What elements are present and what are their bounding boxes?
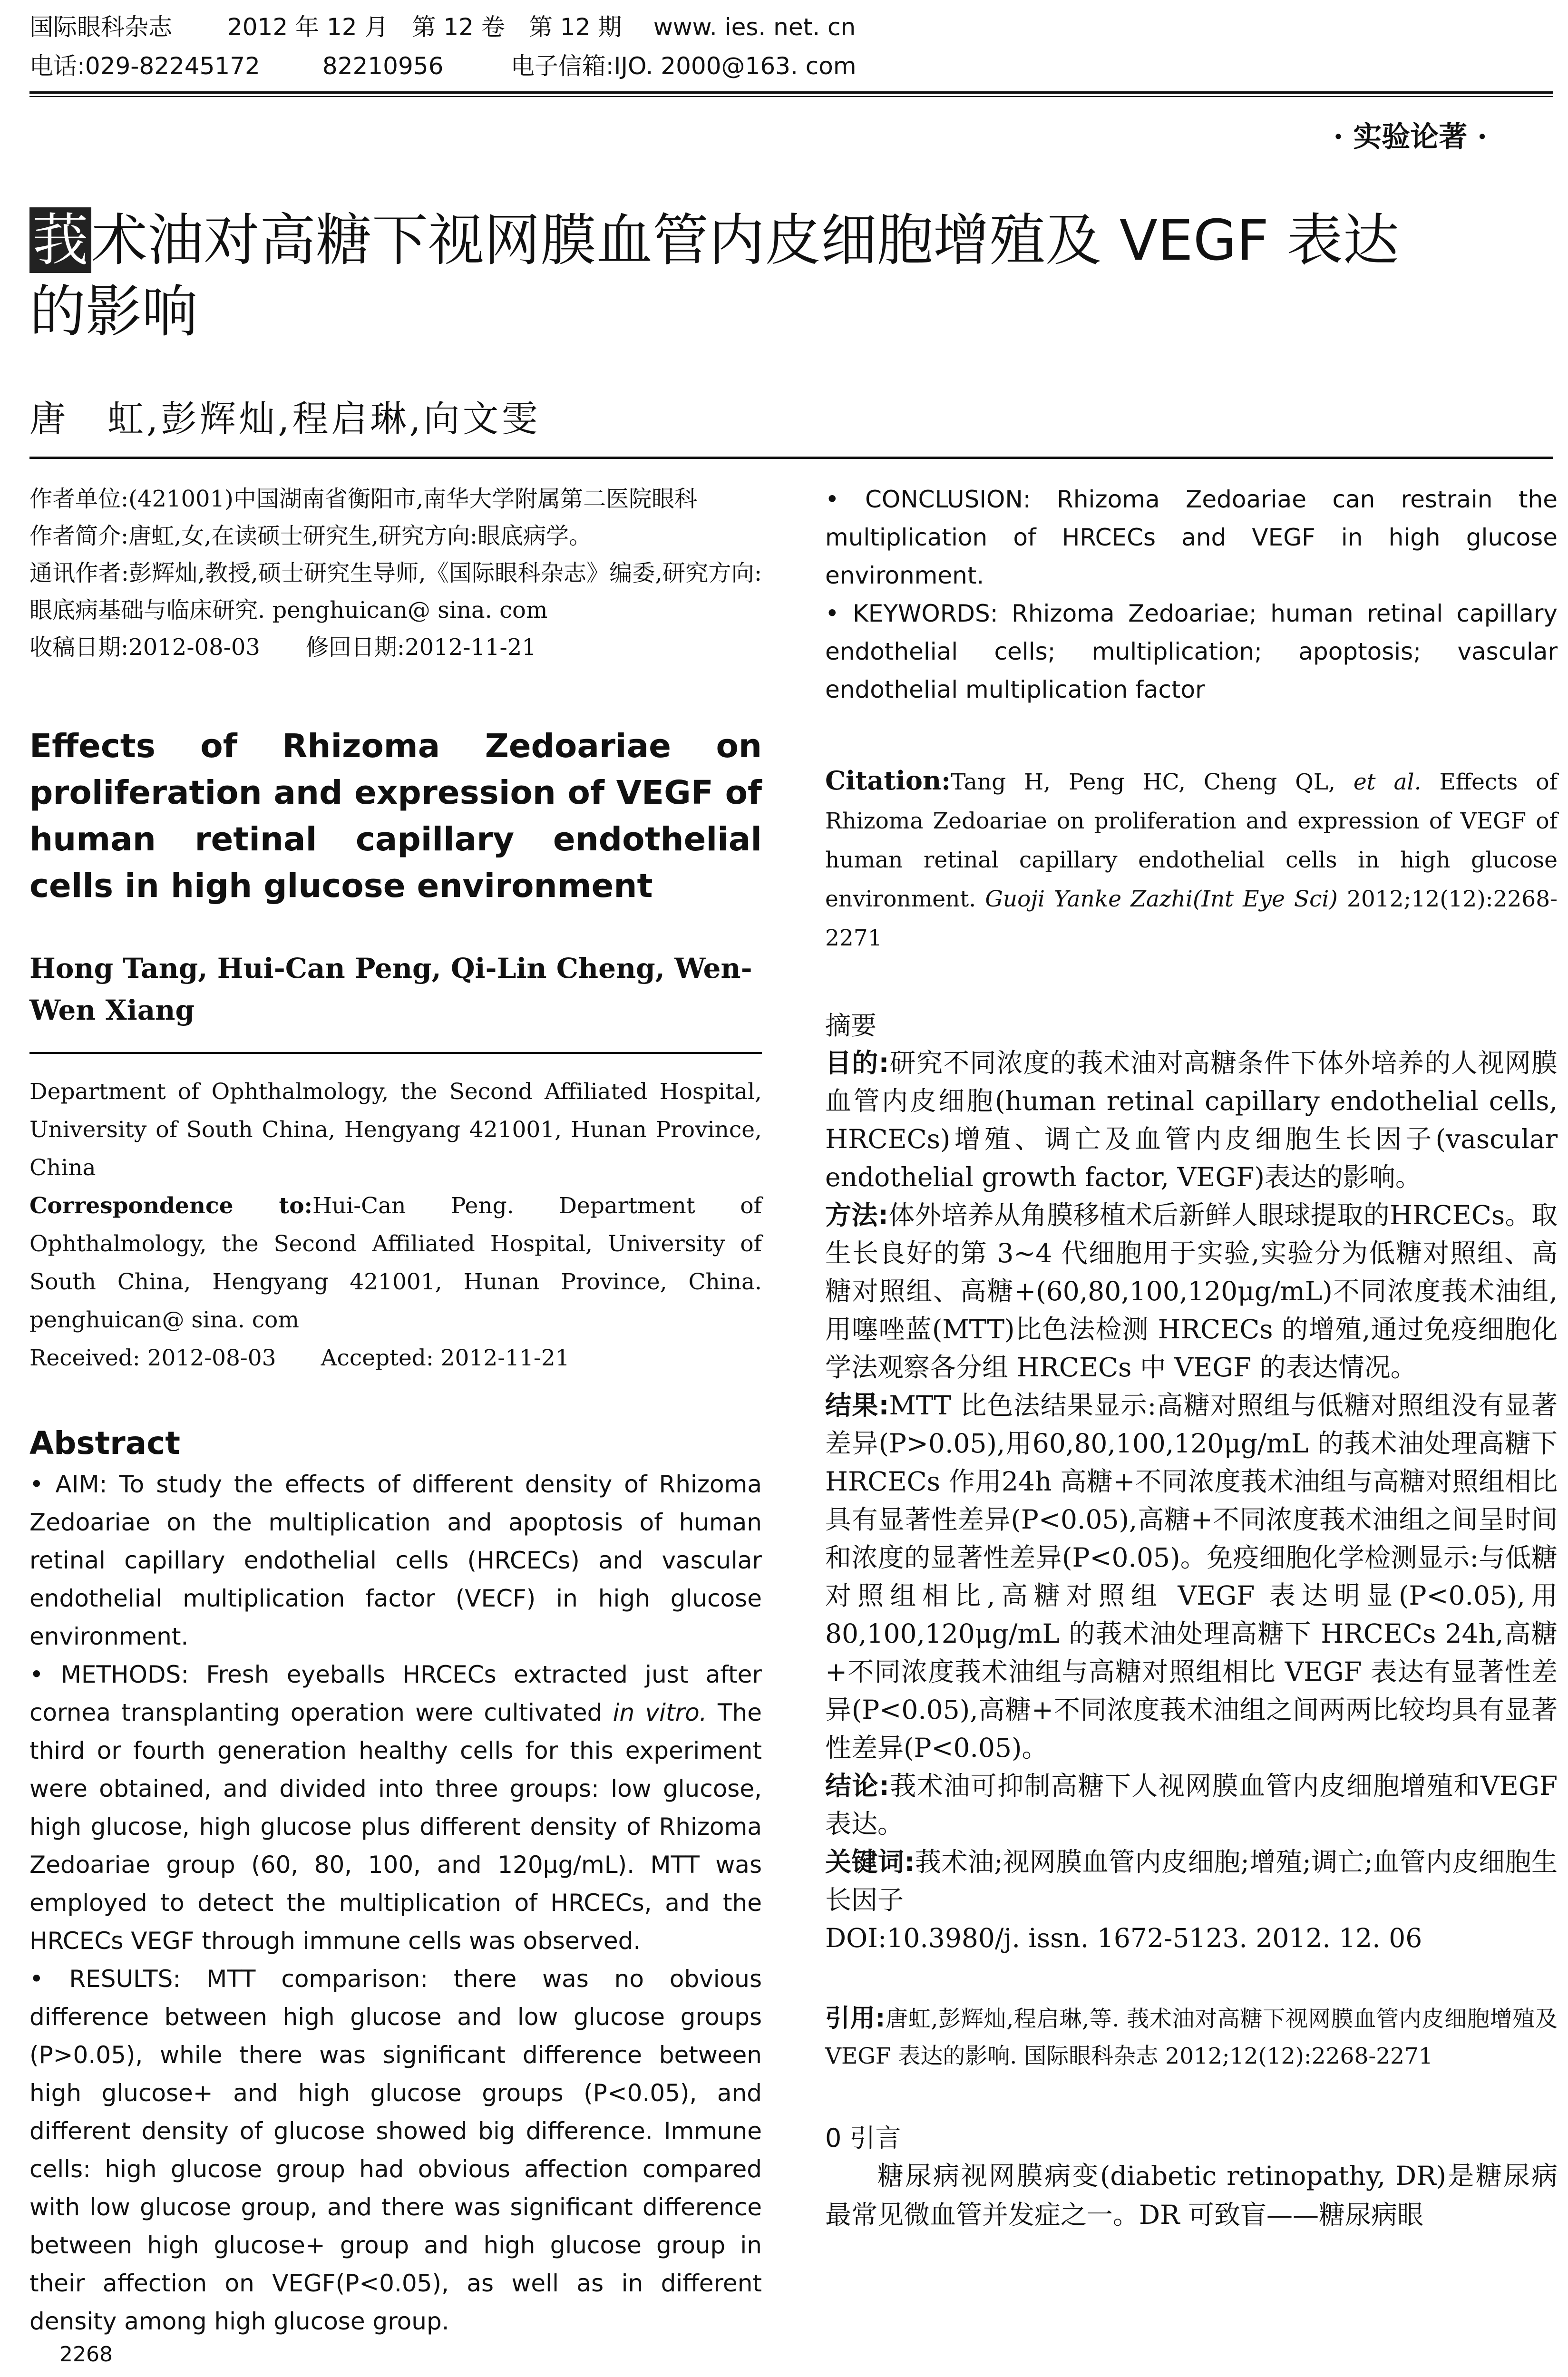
citation-etal: et al. xyxy=(1353,769,1422,795)
results-cn-text: MTT 比色法结果显示:高糖对照组与低糖对照组没有显著差异(P>0.05),用60,80,100,120μg/mL 的莪术油处理高糖下 HRCECs 作用24h 高糖+不同浓度莪术油组与高糖对照组相比具有显著性差异(P<0.05),高糖+不同浓度莪术油组之间呈时间和浓度的显著性差异(P<0.05)。免疫细胞化学检测显示:与低糖对照组相比,高糖对照组 VEGF 表达明显(P<0.05),用 80,100,120μg/mL 的莪术油处理高糖下 HRCECs 24h,高糖+不同浓度莪术油组与高糖对照组相比 VEGF 表达有显著性差异(P<0.05),高糖+不同浓度莪术油组之间两两比较均具有显著性差异(P<0.05)。 xyxy=(825,1390,1558,1763)
citation-cn-label: 引用: xyxy=(825,2004,886,2033)
methods-italic: in vitro. xyxy=(613,1699,707,1726)
abstract-en-continued xyxy=(825,480,1558,709)
title-rule xyxy=(29,457,1553,459)
journal-website[interactable]: www. ies. net. cn xyxy=(653,13,856,41)
page-number: 2268 xyxy=(59,2342,113,2367)
objective-text: 研究不同浓度的莪术油对高糖条件下体外培养的人视网膜血管内皮细胞(human retinal capillary endothelial cells, HRCECs)增殖、调亡及血管内皮细胞生长因子(vascular endothelial growth factor, VEGF)表达的影响。 xyxy=(825,1048,1558,1192)
citation-journal: Guoji Yanke Zazhi(Int Eye Sci) xyxy=(985,886,1338,912)
doi[interactable]: DOI:10.3980/j. issn. 1672-5123. 2012. 12. 06 xyxy=(825,1923,1422,1953)
author-profile-cn: 作者简介:唐虹,女,在读硕士研究生,研究方向:眼底病学。 xyxy=(29,523,592,549)
journal-header-line1 xyxy=(29,10,856,44)
author-affiliation-cn: 作者单位:(421001)中国湖南省衡阳市,南华大学附属第二医院眼科 xyxy=(29,486,698,512)
objective-label: 目的: xyxy=(825,1048,889,1078)
abstract-aim xyxy=(29,1465,762,1656)
journal-header-line2 xyxy=(29,49,857,83)
methods-cn-label: 方法: xyxy=(825,1200,888,1230)
title-first-char: 莪 xyxy=(29,207,91,273)
conclusion-label: • CONCLUSION: xyxy=(825,486,1031,513)
correspondence-text: Hui-Can Peng. Department of Ophthalmology, the Second Affiliated Hospital, University of South China, Hengyang 421001, Hunan Province, China. penghuican@ sina. com xyxy=(29,1193,762,1333)
abstract-cn-methods xyxy=(825,1196,1558,1386)
journal-name: 国际眼科杂志 xyxy=(29,13,172,41)
english-authors: Hong Tang, Hui-Can Peng, Qi-Lin Cheng, Wen-Wen Xiang xyxy=(29,952,752,1026)
aim-label: • AIM: xyxy=(29,1471,107,1498)
affiliation-block xyxy=(29,1073,762,1377)
affiliation-en: Department of Ophthalmology, the Second Affiliated Hospital, University of South China, Hengyang 421001, Hunan Province, China xyxy=(29,1079,762,1181)
abstract-results xyxy=(29,1960,762,2340)
citation-cn xyxy=(825,2000,1558,2075)
methods-text-a: Fresh eyeballs HRCECs extracted just after cornea transplanting operation were cultivated xyxy=(29,1661,762,1726)
abstract-cn-keywords xyxy=(825,1843,1558,1919)
keywords-text: Rhizoma Zedoariae; human retinal capillary endothelial cells; multiplication; apoptosis; vascular endothelial multiplication factor xyxy=(825,600,1558,703)
citation-cn-text: 唐虹,彭辉灿,程启琳,等. 莪术油对高糖下视网膜血管内皮细胞增殖及 VEGF 表达的影响. 国际眼科杂志 2012;12(12):2268-2271 xyxy=(825,2006,1558,2069)
abstract-cn-heading: 摘要 xyxy=(825,1011,877,1041)
citation-volume: 2012;12(12):2268-2271 xyxy=(825,886,1558,951)
introduction-heading: 0 引言 xyxy=(825,2123,901,2153)
methods-cn-text: 体外培养从角膜移植术后新鲜人眼球提取的HRCECs。取生长良好的第 3~4 代细胞用于实验,实验分为低糖对照组、高糖对照组、高糖+(60,80,100,120μg/mL)不同浓度莪术油组,用噻唑蓝(MTT)比色法检测 HRCECs 的增殖,通过免疫细胞化学法观察各分组 HRCECs 中 VEGF 的表达情况。 xyxy=(825,1200,1558,1383)
left-column xyxy=(29,480,762,2340)
abstract-heading: Abstract xyxy=(29,1425,180,1461)
journal-email[interactable]: 电子信箱:IJO. 2000@163. com xyxy=(510,52,857,80)
dates-cn: 收稿日期:2012-08-03 修回日期:2012-11-21 xyxy=(29,634,536,661)
citation-authors: Tang H, Peng HC, Cheng QL, xyxy=(951,769,1335,795)
phone-number: 电话:029-82245172 xyxy=(29,52,260,80)
authors-cn: 唐 虹,彭辉灿,程启琳,向文雯 xyxy=(29,398,541,440)
keywords-cn-label: 关键词: xyxy=(825,1847,915,1877)
citation-label: Citation: xyxy=(825,765,951,796)
english-title: Effects of Rhizoma Zedoariae on proliferation and expression of VEGF of human retinal capillary endothelial cells in high glucose environment xyxy=(29,727,762,905)
abstract-conclusion xyxy=(825,480,1558,594)
aim-text: To study the effects of different density of Rhizoma Zedoariae on the multiplication and apoptosis of human retinal capillary endothelial cells (HRCECs) and vascular endothelial multiplication factor (VECF) in high glucose environment. xyxy=(29,1471,762,1650)
conclusion-text: Rhizoma Zedoariae can restrain the multiplication of HRCECs and VEGF in high glucose environment. xyxy=(825,486,1558,589)
abstract-en xyxy=(29,1465,762,2340)
correspondence-en xyxy=(29,1187,762,1339)
issue-info: 2012 年 12 月 第 12 卷 第 12 期 xyxy=(227,13,622,41)
methods-label: • METHODS: xyxy=(29,1661,189,1688)
title-line2: 的影响 xyxy=(29,279,198,344)
abstract-cn-conclusion xyxy=(825,1767,1558,1843)
article-title xyxy=(29,205,1561,347)
keywords-cn-text: 莪术油;视网膜血管内皮细胞;增殖;调亡;血管内皮细胞生长因子 xyxy=(825,1847,1558,1915)
conclusion-cn-label: 结论: xyxy=(825,1771,889,1801)
corresponding-author-cn: 通讯作者:彭辉灿,教授,硕士研究生导师,《国际眼科杂志》编委,研究方向:眼底病基础与临床研究. penghuican@ sina. com xyxy=(29,560,762,623)
conclusion-cn-text: 莪术油可抑制高糖下人视网膜血管内皮细胞增殖和VEGF 表达。 xyxy=(825,1771,1558,1839)
right-column xyxy=(825,480,1558,2234)
introduction-text: 糖尿病视网膜病变(diabetic retinopathy, DR)是糖尿病最常见微血管并发症之一。DR 可致盲——糖尿病眼 xyxy=(825,2161,1558,2230)
title-main: 术油对高糖下视网膜血管内皮细胞增殖及 VEGF 表达 xyxy=(91,207,1399,273)
results-label: • RESULTS: xyxy=(29,1965,181,1993)
methods-text-b: The third or fourth generation healthy cells for this experiment were obtained, and divided into three groups: low glucose, high glucose, high glucose plus different density of Rhizoma Zedoariae group (60, 80, 100, and 120μg/mL). MTT was employed to detect the multiplication of HRCECs, and the HRCECs VEGF through immune cells was observed. xyxy=(29,1699,762,1955)
correspondence-label: Correspondence to: xyxy=(29,1193,312,1219)
header-rule-thin xyxy=(29,96,1553,97)
results-text: MTT comparison: there was no obvious difference between high glucose and low glucose groups (P>0.05), while there was significant difference between high glucose+ and high glucose groups (P<0.05), and different density of glucose showed big difference. Immune cells: high glucose group had obvious affection compared with low glucose group, and there was significant difference between high glucose+ group and high glucose group in their affection on VEGF(P<0.05), as well as in different density among high glucose group. xyxy=(29,1965,762,2335)
received-accepted: Received: 2012-08-03 Accepted: 2012-11-21 xyxy=(29,1345,570,1371)
abstract-keywords xyxy=(825,594,1558,709)
abstract-cn-objective xyxy=(825,1044,1558,1196)
keywords-label: • KEYWORDS: xyxy=(825,600,998,627)
abstract-cn-results xyxy=(825,1386,1558,1767)
abstract-methods xyxy=(29,1656,762,1960)
header-rule xyxy=(29,91,1553,94)
results-cn-label: 结果: xyxy=(825,1390,889,1421)
phone-number-2: 82210956 xyxy=(322,52,444,80)
cn-author-info xyxy=(29,480,762,666)
section-tag: · 实验论著 · xyxy=(1333,120,1487,154)
citation-title: Effects of Rhizoma Zedoariae on proliferation and expression of VEGF of human retinal capillary endothelial cells in high glucose environment. xyxy=(825,769,1558,912)
authors-rule xyxy=(29,1052,762,1054)
abstract-cn xyxy=(825,1044,1558,1957)
citation-en xyxy=(825,761,1558,958)
